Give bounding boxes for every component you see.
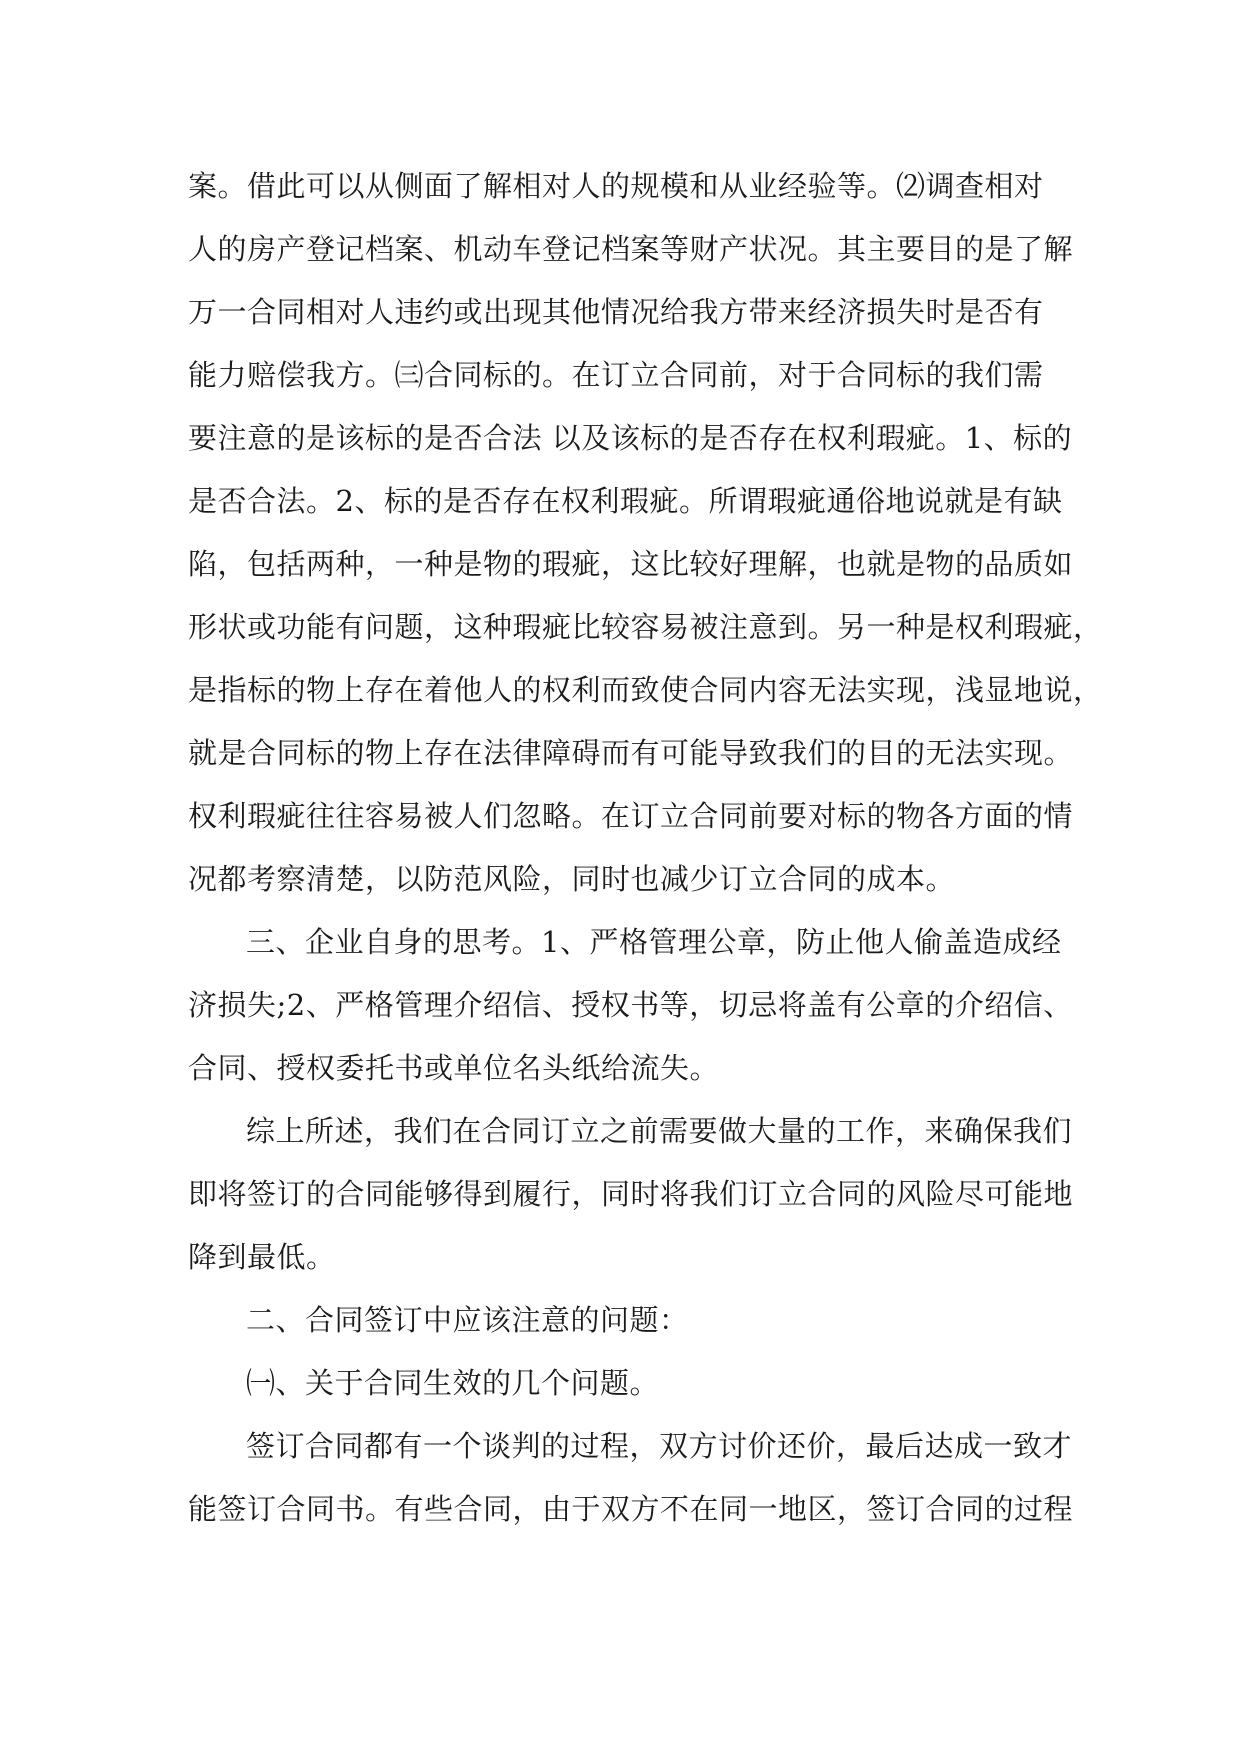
text-line: 是否合法。2、标的是否存在权利瑕疵。所谓瑕疵通俗地说就是有缺 xyxy=(188,484,1063,518)
text-line: 能力赔偿我方。㈢合同标的。在订立合同前，对于合同标的我们需 xyxy=(188,358,1044,392)
paragraph-start-line: 综上所述，我们在合同订立之前需要做大量的工作，来确保我们 xyxy=(246,1114,1073,1148)
text-line: 合同、授权委托书或单位名头纸给流失。 xyxy=(188,1051,720,1085)
text-line: 要注意的是该标的是否合法 以及该标的是否存在权利瑕疵。1、标的 xyxy=(188,421,1073,455)
paragraph-start-line: 三、企业自身的思考。1、严格管理公章，防止他人偷盖造成经 xyxy=(246,925,1062,959)
document-body xyxy=(188,155,1103,1541)
text-line: 是指标的物上存在着他人的权利而致使合同内容无法实现，浅显地说， xyxy=(188,673,1103,707)
text-line: 人的房产登记档案、机动车登记档案等财产状况。其主要目的是了解 xyxy=(188,232,1074,266)
subsection-heading: ㈠、关于合同生效的几个问题。 xyxy=(246,1366,660,1400)
text-line: 案。借此可以从侧面了解相对人的规模和从业经验等。⑵调查相对 xyxy=(188,169,1044,203)
text-line: 陷，包括两种，一种是物的瑕疵，这比较好理解，也就是物的品质如 xyxy=(188,547,1074,581)
text-line: 济损失;2、严格管理介绍信、授权书等，切忌将盖有公章的介绍信、 xyxy=(188,988,1073,1022)
text-line: 就是合同标的物上存在法律障碍而有可能导致我们的目的无法实现。 xyxy=(188,736,1074,770)
paragraph-start-line: 签订合同都有一个谈判的过程，双方讨价还价，最后达成一致才 xyxy=(246,1429,1073,1463)
text-line: 权利瑕疵往往容易被人们忽略。在订立合同前要对标的物各方面的情 xyxy=(188,799,1074,833)
text-line: 降到最低。 xyxy=(188,1240,336,1274)
text-line: 万一合同相对人违约或出现其他情况给我方带来经济损失时是否有 xyxy=(188,295,1044,329)
text-line: 况都考察清楚，以防范风险，同时也减少订立合同的成本。 xyxy=(188,862,956,896)
text-line: 即将签订的合同能够得到履行，同时将我们订立合同的风险尽可能地 xyxy=(188,1177,1074,1211)
section-heading: 二、合同签订中应该注意的问题： xyxy=(246,1303,689,1337)
text-line: 形状或功能有问题，这种瑕疵比较容易被注意到。另一种是权利瑕疵， xyxy=(188,610,1103,644)
text-line: 能签订合同书。有些合同，由于双方不在同一地区，签订合同的过程 xyxy=(188,1492,1074,1526)
